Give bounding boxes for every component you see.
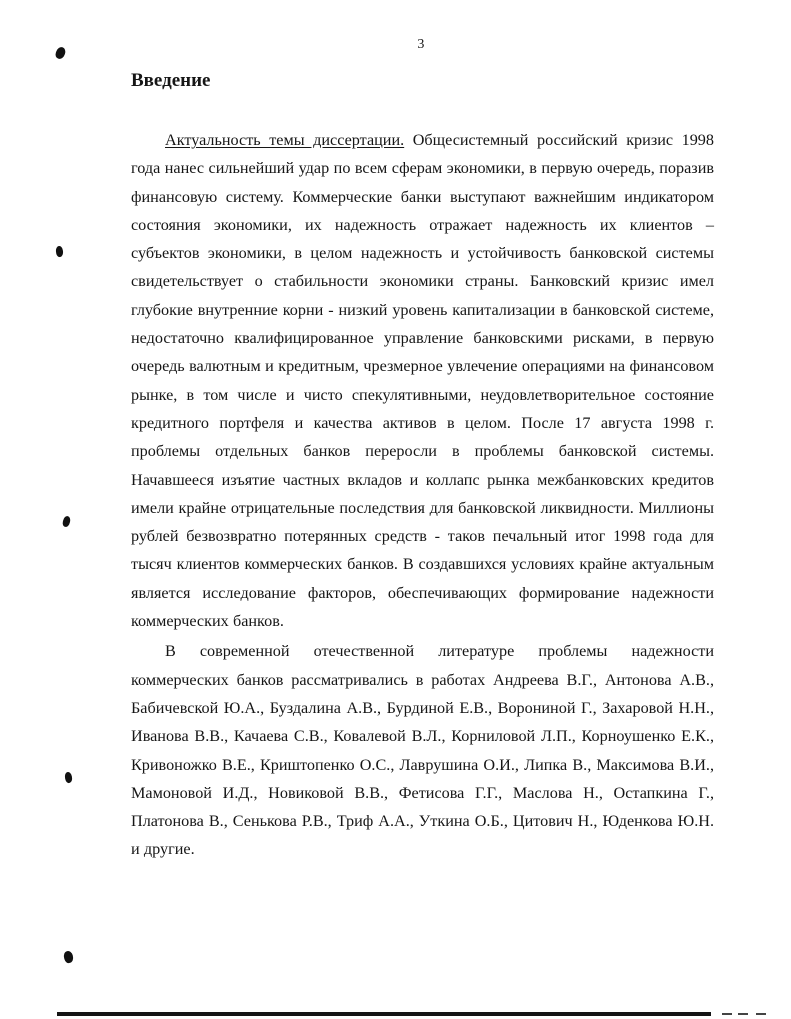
page-number: 3 <box>417 37 425 52</box>
binder-hole-mark <box>63 950 75 964</box>
topic-relevance-heading: Актуальность темы диссертации. <box>165 131 405 149</box>
bottom-scan-dash <box>722 1013 732 1015</box>
binder-hole-mark <box>64 771 73 783</box>
paragraph-1-text: Общесистемный российский кризис 1998 года нанес сильнейший удар по всем сферам экономики, в первую очередь, поразив финансовую систему. Коммерческие банки выступают важнейшим индикатором состояния экономики, их надежность отражает надежность их клиентов – субъектов экономики, в целом надежность и устойчивость банковской системы свидетельствует о стабильности экономики страны. Банковский кризис имел глубокие внутренние корни - низкий уровень капитализации в банковской системе, недостаточно квалифицированное управление банковскими рисками, в первую очередь валютным и кредитным, чрезмерное увлечение операциями на финансовом рынке, в том числе и чисто спекулятивными, неудовлетворительное состояние кредитного портфеля и качества активов в целом. После 17 августа 1998 г. проблемы отдельных банков переросли в проблемы банковской системы. Начавшееся изъятие частных вкладов и коллапс рынка межбанковских кредитов имели крайне отрицательные последствия для банковской ликвидности. Миллионы рублей безвозвратно потерянных средств - таков печальный итог 1998 года для тысяч клиентов коммерческих банков. В создавшихся условиях крайне актуальным является исследование факторов, обеспечивающих формирование надежности коммерческих банков. <box>131 131 714 631</box>
binder-hole-mark <box>55 246 63 258</box>
bottom-scan-line <box>57 1012 711 1016</box>
page-title: Введение <box>131 70 211 91</box>
bottom-scan-dash <box>756 1013 766 1015</box>
bottom-scan-dash <box>738 1013 748 1015</box>
introduction-paragraph-1 <box>131 126 714 635</box>
document-body <box>131 126 714 864</box>
binder-hole-mark <box>62 515 71 527</box>
introduction-paragraph-2: В современной отечественной литературе проблемы надежности коммерческих банков рассматривались в работах Андреева В.Г., Антонова А.В., Бабичевской Ю.А., Буздалина А.В., Бурдиной Е.В., Ворониной Г., Захаровой Н.Н., Иванова В.В., Качаева С.В., Ковалевой В.Л., Корниловой Л.П., Корноушенко Е.К., Кривоножко В.Е., Криштопенко О.С., Лаврушина О.И., Липка В., Максимова В.И., Мамоновой И.Д., Новиковой В.В., Фетисова Г.Г., Маслова Н., Остапкина Г., Платонова В., Сенькова Р.В., Триф А.А., Уткина О.Б., Цитович Н., Юденкова Ю.Н. и другие. <box>131 642 714 859</box>
